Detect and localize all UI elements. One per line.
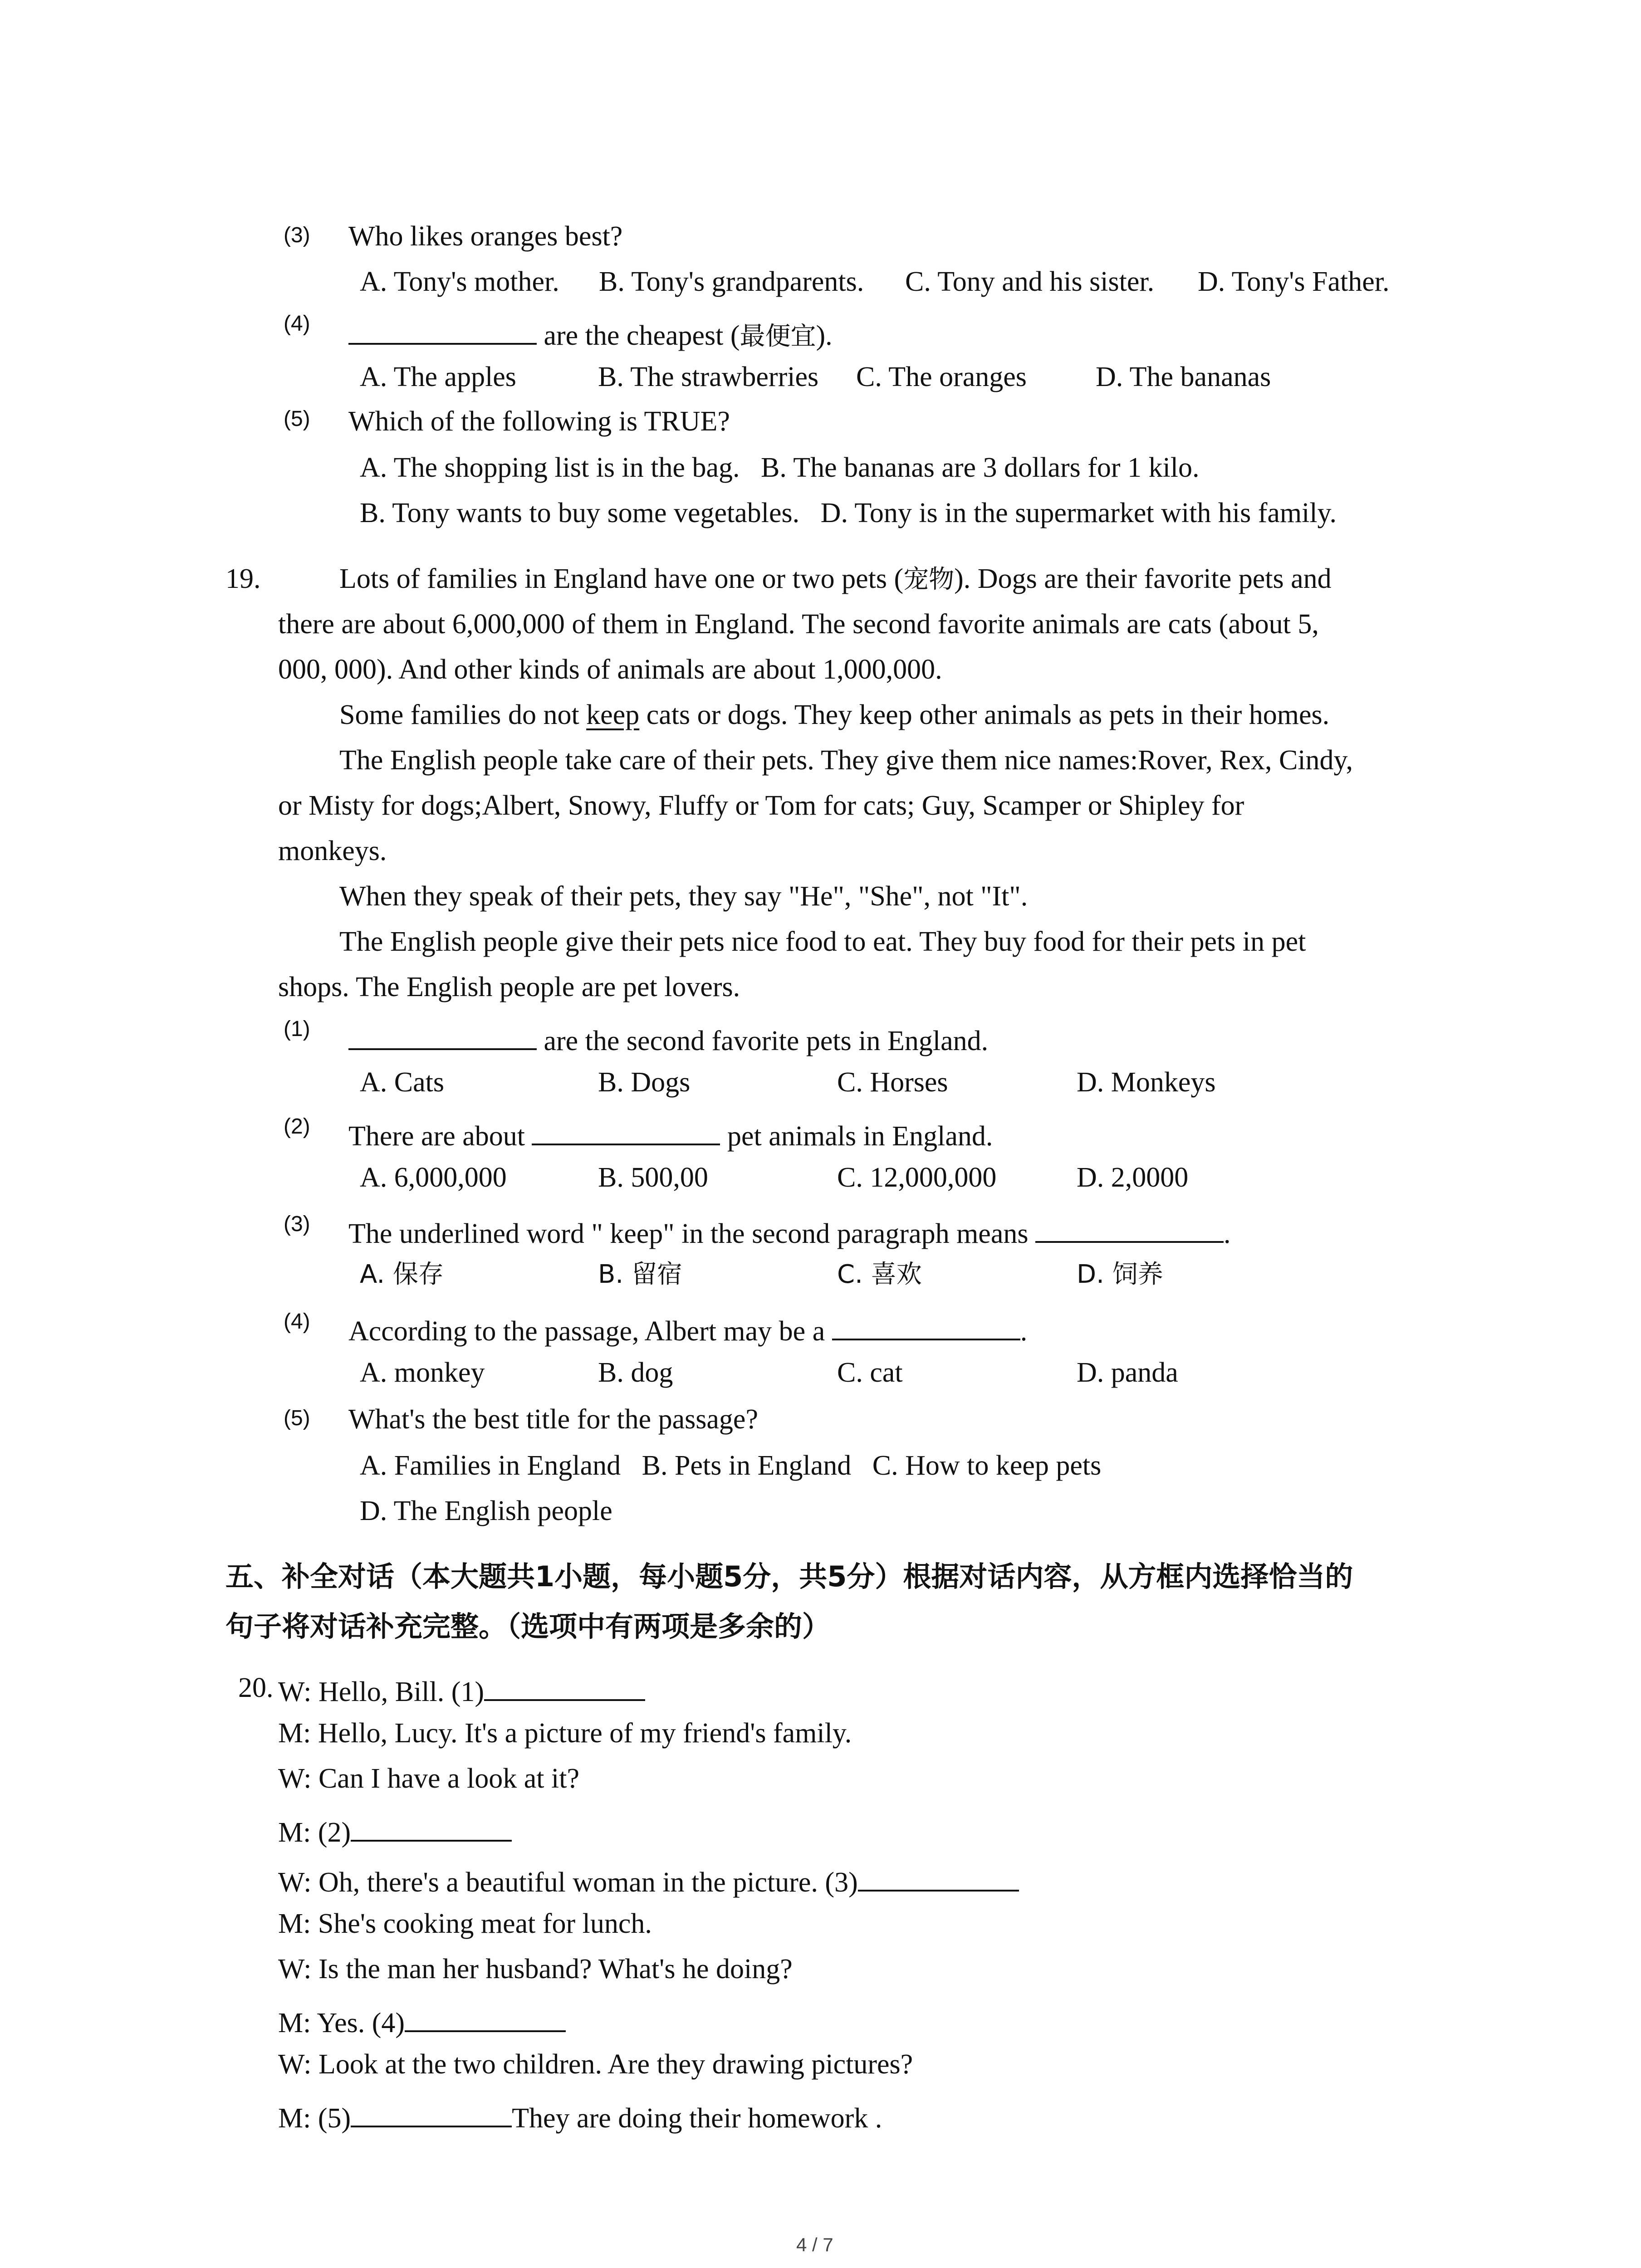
q19-3-option-a: A. 保存 bbox=[360, 1260, 444, 1289]
q18-3-option-d: D. Tony's Father. bbox=[1198, 266, 1390, 297]
q18-3-option-a: A. Tony's mother. bbox=[360, 266, 559, 297]
q19-4-option-a: A. monkey bbox=[360, 1357, 485, 1388]
q18-5-number: (5) bbox=[284, 407, 310, 431]
q19-4-number: (4) bbox=[284, 1310, 310, 1334]
q19-4-option-b: B. dog bbox=[598, 1357, 673, 1388]
q19-1-stem: are the second favorite pets in England. bbox=[348, 1023, 988, 1055]
q20-line7: W: Is the man her husband? What's he doing? bbox=[278, 1954, 793, 1984]
q19-passage-line5: The English people take care of their pets. They give them nice names:Rover, Rex, Cindy, bbox=[339, 745, 1353, 776]
q20-line6: M: She's cooking meat for lunch. bbox=[278, 1908, 652, 1939]
q19-number: 19. bbox=[225, 563, 261, 594]
q19-4-option-c: C. cat bbox=[837, 1357, 903, 1388]
q18-3-option-b: B. Tony's grandparents. bbox=[599, 266, 864, 297]
answer-blank bbox=[348, 1023, 537, 1050]
q19-1-number: (1) bbox=[284, 1017, 310, 1041]
q19-2-option-d: D. 2,0000 bbox=[1077, 1162, 1189, 1193]
q19-3-stem: The underlined word " keep" in the second paragraph means . bbox=[348, 1216, 1230, 1248]
q20-line3: W: Can I have a look at it? bbox=[278, 1763, 579, 1794]
q19-passage-line8: When they speak of their pets, they say "He", "She", not "It". bbox=[339, 881, 1028, 912]
q19-4-option-d: D. panda bbox=[1077, 1357, 1178, 1388]
answer-blank bbox=[832, 1313, 1020, 1340]
q19-3-option-c: C. 喜欢 bbox=[837, 1260, 922, 1289]
q19-4-stem: According to the passage, Albert may be a . bbox=[348, 1313, 1027, 1345]
q18-5-stem: Which of the following is TRUE? bbox=[348, 406, 730, 437]
q19-passage-line3: 000, 000). And other kinds of animals are about 1,000,000. bbox=[278, 654, 942, 685]
q19-2-option-a: A. 6,000,000 bbox=[360, 1162, 507, 1193]
q18-5-options-line1: A. The shopping list is in the bag. B. The bananas are 3 dollars for 1 kilo. bbox=[360, 452, 1200, 483]
q20-line4: M: (2) bbox=[278, 1814, 512, 1847]
section-5-heading-line1: 五、补全对话（本大题共1小题，每小题5分，共5分）根据对话内容，从方框内选择恰当的 bbox=[225, 1560, 1353, 1593]
q19-passage-line9: The English people give their pets nice food to eat. They buy food for their pets in pet bbox=[339, 926, 1306, 957]
q20-line8: M: Yes. (4) bbox=[278, 2005, 566, 2037]
q19-2-stem: There are about pet animals in England. bbox=[348, 1118, 993, 1150]
q19-2-option-b: B. 500,00 bbox=[598, 1162, 708, 1193]
q18-3-stem: Who likes oranges best? bbox=[348, 221, 623, 252]
answer-blank bbox=[1035, 1216, 1224, 1243]
answer-blank-4 bbox=[405, 2005, 566, 2032]
q19-passage-line1: Lots of families in England have one or two pets (宠物). Dogs are their favorite pets and bbox=[339, 563, 1332, 594]
answer-blank-5 bbox=[351, 2100, 512, 2127]
q19-1-option-c: C. Horses bbox=[837, 1067, 948, 1098]
q19-2-number: (2) bbox=[284, 1114, 310, 1139]
section-5-heading-line2: 句子将对话补充完整。（选项中有两项是多余的） bbox=[225, 1610, 831, 1643]
q19-2-option-c: C. 12,000,000 bbox=[837, 1162, 997, 1193]
q18-4-option-d: D. The bananas bbox=[1096, 362, 1271, 392]
q19-1-option-a: A. Cats bbox=[360, 1067, 444, 1098]
q19-5-options-line1: A. Families in England B. Pets in England C. How to keep pets bbox=[360, 1450, 1102, 1481]
q18-5-options-line2: B. Tony wants to buy some vegetables. D. Tony is in the supermarket with his family. bbox=[360, 498, 1337, 528]
q19-passage-line7: monkeys. bbox=[278, 836, 387, 866]
q18-4-stem: are the cheapest (最便宜). bbox=[348, 318, 833, 350]
q20-line1: W: Hello, Bill. (1) bbox=[278, 1674, 645, 1706]
q18-4-option-c: C. The oranges bbox=[856, 362, 1027, 392]
answer-blank-2 bbox=[351, 1814, 512, 1842]
q19-passage-line10: shops. The English people are pet lovers. bbox=[278, 972, 740, 1002]
q20-line5: W: Oh, there's a beautiful woman in the picture. (3) bbox=[278, 1864, 1019, 1897]
q18-3-option-c: C. Tony and his sister. bbox=[905, 266, 1155, 297]
q19-passage-line2: there are about 6,000,000 of them in England. The second favorite animals are cats (about 5, bbox=[278, 609, 1319, 640]
q20-number: 20. bbox=[238, 1672, 274, 1703]
q19-passage-line4: Some families do not keep cats or dogs. They keep other animals as pets in their homes. bbox=[339, 699, 1330, 730]
answer-blank bbox=[532, 1118, 720, 1145]
q19-passage-line6: or Misty for dogs;Albert, Snowy, Fluffy or Tom for cats; Guy, Scamper or Shipley for bbox=[278, 790, 1244, 821]
q18-3-number: (3) bbox=[284, 223, 310, 247]
q18-4-option-b: B. The strawberries bbox=[598, 362, 819, 392]
q19-3-number: (3) bbox=[284, 1212, 310, 1236]
q19-5-number: (5) bbox=[284, 1406, 310, 1430]
q20-line9: W: Look at the two children. Are they drawing pictures? bbox=[278, 2049, 913, 2080]
answer-blank-3 bbox=[858, 1864, 1019, 1892]
q19-1-option-d: D. Monkeys bbox=[1077, 1067, 1216, 1098]
q19-1-option-b: B. Dogs bbox=[598, 1067, 691, 1098]
page-number: 4 / 7 bbox=[796, 2234, 833, 2255]
q18-4-option-a: A. The apples bbox=[360, 362, 516, 392]
q19-5-stem: What's the best title for the passage? bbox=[348, 1404, 758, 1435]
q20-line10: M: (5) They are doing their homework . bbox=[278, 2100, 882, 2132]
q19-3-option-b: B. 留宿 bbox=[598, 1260, 683, 1289]
answer-blank-1 bbox=[484, 1674, 645, 1701]
underlined-word-keep: keep bbox=[586, 699, 640, 730]
answer-blank bbox=[348, 318, 537, 345]
q19-5-options-line2: D. The English people bbox=[360, 1496, 612, 1526]
q20-line2: M: Hello, Lucy. It's a picture of my friend's family. bbox=[278, 1718, 852, 1749]
q19-3-option-d: D. 饲养 bbox=[1077, 1260, 1163, 1289]
q18-4-number: (4) bbox=[284, 312, 310, 336]
